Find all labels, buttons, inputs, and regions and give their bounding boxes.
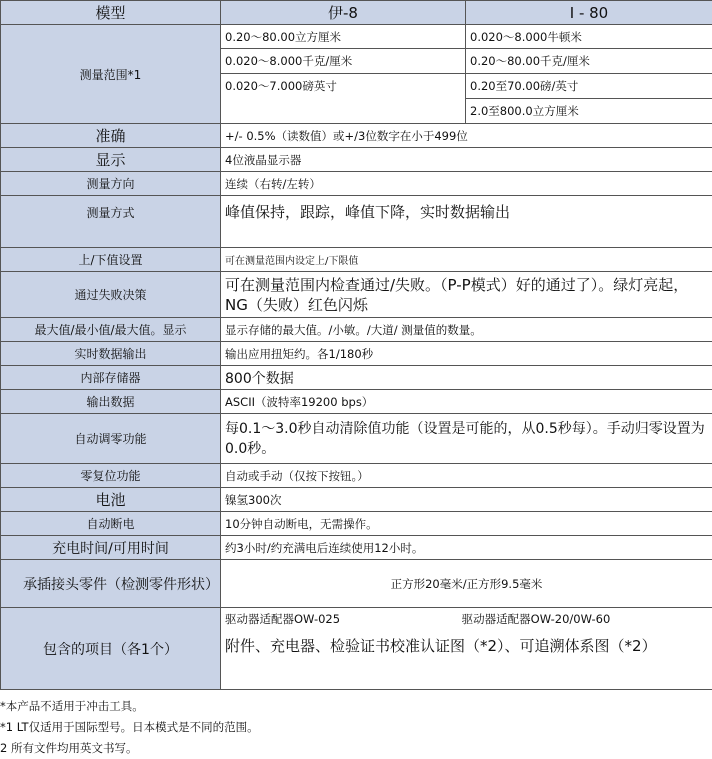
accuracy-label: 准确 — [1, 124, 221, 148]
display-value: 4位液晶显示器 — [221, 148, 712, 172]
charge-value: 约3小时/约充满电后连续使用12小时。 — [221, 536, 712, 560]
realtime-label: 实时数据输出 — [1, 342, 221, 366]
spec-row — [1, 318, 712, 342]
memory-label: 内部存储器 — [1, 366, 221, 390]
header-model-a: 伊-8 — [221, 1, 466, 25]
spec-row — [1, 172, 712, 196]
passfail-label: 通过失败决策 — [1, 272, 221, 318]
maxmin-label: 最大值/最小值/最大值。显示 — [1, 318, 221, 342]
range-b-4: 2.0至800.0立方厘米 — [466, 99, 712, 124]
memory-value: 800个数据 — [221, 366, 712, 390]
included-label: 包含的项目（各1个） — [1, 608, 221, 690]
range-a-3: 0.020～7.000磅英寸 — [221, 74, 466, 124]
accuracy-value: +/- 0.5%（读数值）或+/3位数字在小于499位 — [221, 124, 712, 148]
direction-value: 连续（右转/左转） — [221, 172, 712, 196]
socket-value: 正方形20毫米/正方形9.5毫米 — [221, 560, 712, 608]
spec-row — [1, 272, 712, 318]
header-model-b: I - 80 — [466, 1, 712, 25]
limit-label: 上/下值设置 — [1, 248, 221, 272]
footnote: 2 所有文件均用英文书写。 — [0, 741, 138, 755]
spec-row — [1, 196, 712, 248]
range-b-1: 0.020～8.000牛顿米 — [466, 25, 712, 49]
range-a-1: 0.20～80.00立方厘米 — [221, 25, 466, 49]
spec-row — [1, 124, 712, 148]
realtime-value: 输出应用扭矩约。各1/180秒 — [221, 342, 712, 366]
adapter-b: 驱动器适配器OW-20/0W-60 — [461, 612, 611, 626]
display-label: 显示 — [1, 148, 221, 172]
header-row — [1, 1, 712, 25]
footnote: *本产品不适用于冲击工具。 — [0, 699, 144, 713]
range-row-1 — [1, 25, 712, 49]
method-value: 峰值保持，跟踪，峰值下降，实时数据输出 — [221, 196, 712, 248]
passfail-value: 可在测量范围内检查通过/失败。（P-P模式）好的通过了）。绿灯亮起，NG（失败）红色闪烁 — [221, 272, 712, 318]
spec-row — [1, 464, 712, 488]
spec-row — [1, 248, 712, 272]
spec-row — [1, 342, 712, 366]
zeroreset-value: 自动或手动（仅按下按钮。） — [221, 464, 712, 488]
adapter-a: 驱动器适配器OW-025 — [225, 612, 341, 626]
output-value: ASCII（波特率19200 bps） — [221, 390, 712, 414]
zeroreset-label: 零复位功能 — [1, 464, 221, 488]
range-b-3: 0.20至70.00磅/英寸 — [466, 74, 712, 99]
charge-label: 充电时间/可用时间 — [1, 536, 221, 560]
range-label: 测量范围*1 — [1, 25, 221, 124]
spec-row — [1, 560, 712, 608]
spec-row — [1, 390, 712, 414]
direction-label: 测量方向 — [1, 172, 221, 196]
footnotes — [0, 696, 259, 759]
limit-value: 可在测量范围内设定上/下限值 — [221, 248, 712, 272]
included-items: 附件、充电器、检验证书校准认证图（*2）、可追溯体系图（*2） — [225, 637, 657, 655]
autooff-label: 自动断电 — [1, 512, 221, 536]
footnote: *1 LT仅适用于国际型号。日本模式是不同的范围。 — [0, 720, 259, 734]
included-row — [1, 608, 712, 690]
header-model-label: 模型 — [1, 1, 221, 25]
range-a-2: 0.020～8.000千克/厘米 — [221, 49, 466, 74]
range-b-2: 0.20～80.00千克/厘米 — [466, 49, 712, 74]
output-label: 输出数据 — [1, 390, 221, 414]
autooff-value: 10分钟自动断电，无需操作。 — [221, 512, 712, 536]
battery-label: 电池 — [1, 488, 221, 512]
spec-row — [1, 366, 712, 390]
method-label: 测量方式 — [1, 196, 221, 248]
autozero-value: 每0.1～3.0秒自动清除值功能（设置是可能的，从0.5秒每）。手动归零设置为0.0秒。 — [221, 414, 712, 464]
spec-row — [1, 414, 712, 464]
autozero-label: 自动调零功能 — [1, 414, 221, 464]
spec-row — [1, 488, 712, 512]
battery-value: 镍氢300次 — [221, 488, 712, 512]
maxmin-value: 显示存储的最大值。/小敏。/大道/ 测量值的数量。 — [221, 318, 712, 342]
spec-row — [1, 148, 712, 172]
socket-label: 承插接头零件（检测零件形状） — [1, 560, 221, 608]
spec-row — [1, 512, 712, 536]
included-value — [221, 608, 712, 690]
spec-row — [1, 536, 712, 560]
